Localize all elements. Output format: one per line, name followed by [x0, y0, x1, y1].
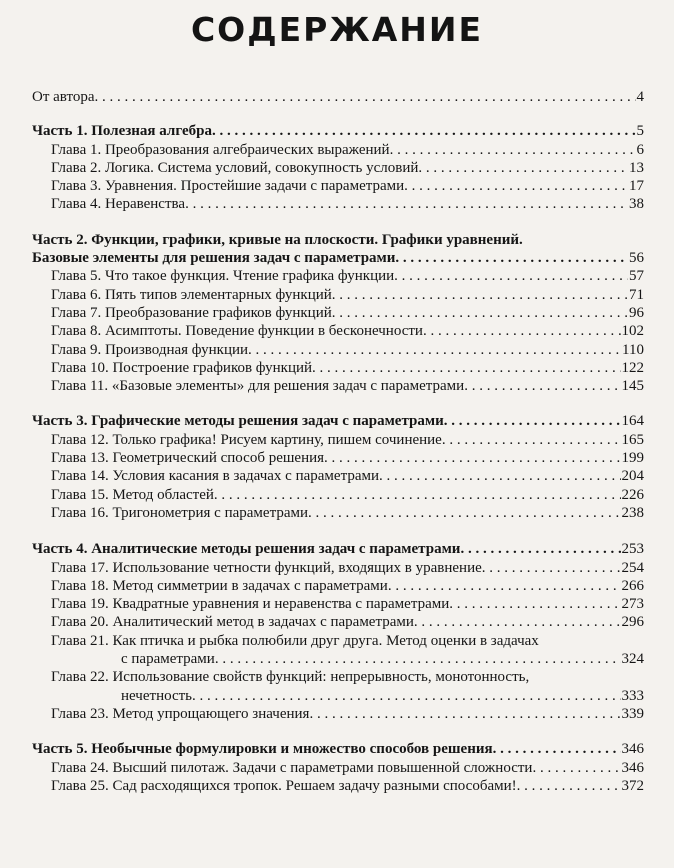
dot-leader — [449, 595, 620, 613]
toc-chapter[interactable] — [32, 504, 644, 522]
toc-chapter-page: 38 — [629, 196, 644, 213]
toc-chapter-page: 273 — [621, 596, 644, 613]
toc-chapter-page: 324 — [621, 651, 644, 668]
dot-leader — [493, 740, 621, 758]
toc-chapter-title: Глава 10. Построение графиков функций — [51, 359, 313, 376]
toc-part-2-title-line1[interactable]: Часть 2. Функции, графики, кривые на плоскости. Графики уравнений. — [32, 231, 523, 248]
dot-leader — [324, 449, 620, 467]
toc-chapter[interactable] — [32, 650, 644, 668]
toc-chapter-title: Глава 3. Уравнения. Простейшие задачи с параметрами — [51, 178, 405, 195]
dot-leader — [309, 705, 620, 723]
dot-leader — [394, 267, 628, 285]
page-title: СОДЕРЖАНИЕ — [190, 10, 484, 49]
toc-chapter[interactable] — [32, 267, 644, 285]
toc-part-title: Базовые элементы для решения задач с параметрами — [32, 250, 396, 267]
dot-leader — [332, 286, 628, 304]
dot-leader — [192, 687, 620, 705]
toc-chapter-title: Глава 8. Асимптоты. Поведение функции в бесконечности — [51, 323, 423, 340]
toc-chapter-title: Глава 19. Квадратные уравнения и неравенства с параметрами — [51, 596, 450, 613]
dot-leader — [248, 341, 621, 359]
toc-chapter-title: Глава 16. Тригонометрия с параметрами — [51, 504, 308, 521]
dot-leader — [312, 359, 620, 377]
toc-chapter-page: 238 — [621, 504, 644, 521]
toc-chapter[interactable] — [32, 431, 644, 449]
dot-leader — [517, 777, 621, 795]
toc-chapter[interactable] — [32, 286, 644, 304]
dot-leader — [185, 195, 628, 213]
dot-leader — [379, 467, 621, 485]
dot-leader — [442, 431, 621, 449]
toc-chapter[interactable] — [32, 486, 644, 504]
toc-part-title: Часть 1. Полезная алгебра — [32, 123, 212, 140]
toc-chapter-title: Глава 11. «Базовые элементы» для решения задач с параметрами — [51, 378, 465, 395]
toc-chapter-21-title-line1[interactable]: Глава 21. Как птичка и рыбка полюбили друг друга. Метод оценки в задачах — [51, 632, 539, 649]
toc-chapter-page: 122 — [621, 359, 644, 376]
toc-chapter-page: 333 — [621, 687, 644, 704]
toc-chapter[interactable] — [32, 777, 644, 795]
toc-chapter[interactable] — [32, 304, 644, 322]
toc-chapter[interactable] — [32, 177, 644, 195]
toc-part-title: Часть 5. Необычные формулировки и множество способов решения — [32, 741, 493, 758]
dot-leader — [418, 159, 628, 177]
toc-chapter-page: 57 — [629, 268, 644, 285]
toc-entry-preface[interactable] — [32, 88, 644, 106]
dot-leader — [214, 486, 621, 504]
toc-chapter-page: 372 — [621, 777, 644, 794]
dot-leader — [404, 177, 628, 195]
toc-part-page: 56 — [629, 250, 644, 267]
toc-chapter-title: Глава 6. Пять типов элементарных функций — [51, 286, 332, 303]
toc-chapter-page: 13 — [629, 159, 644, 176]
toc-chapter-page: 96 — [629, 304, 644, 321]
toc-chapter-title: Глава 15. Метод областей — [51, 486, 214, 503]
toc-chapter-page: 102 — [621, 323, 644, 340]
dot-leader — [482, 559, 621, 577]
dot-leader — [423, 322, 621, 340]
toc-chapter[interactable] — [32, 377, 644, 395]
toc-chapter-title: Глава 20. Аналитический метод в задачах с параметрами — [51, 614, 414, 631]
toc-chapter-title-cont: с параметрами — [121, 651, 215, 668]
toc-part-page: 253 — [621, 541, 644, 558]
toc-chapter-page: 266 — [621, 577, 644, 594]
toc-chapter-title: Глава 17. Использование четности функций, входящих в уравнение — [51, 559, 482, 576]
toc-chapter[interactable] — [32, 687, 644, 705]
dot-leader — [395, 249, 628, 267]
toc-chapter-title: Глава 24. Высший пилотаж. Задачи с параметрами повышенной сложности — [51, 759, 533, 776]
dot-leader — [388, 577, 621, 595]
dot-leader — [95, 88, 636, 106]
toc-chapter-title: Глава 5. Что такое функция. Чтение графика функции — [51, 268, 395, 285]
toc-chapter-page: 296 — [621, 614, 644, 631]
toc-chapter-page: 204 — [621, 468, 644, 485]
toc-chapter-page: 110 — [622, 341, 644, 358]
toc-chapter-page: 346 — [621, 759, 644, 776]
toc-chapter-title: Глава 18. Метод симметрии в задачах с параметрами — [51, 577, 388, 594]
dot-leader — [414, 613, 621, 631]
toc-part-5[interactable] — [32, 740, 644, 758]
toc-chapter-title: Глава 4. Неравенства — [51, 196, 186, 213]
toc-chapter-title: Глава 23. Метод упрощающего значения — [51, 705, 310, 722]
dot-leader — [444, 412, 621, 430]
toc-chapter-page: 6 — [636, 141, 644, 158]
toc-part-1[interactable] — [32, 122, 644, 140]
toc-chapter[interactable] — [32, 577, 644, 595]
dot-leader — [212, 122, 636, 140]
toc-chapter[interactable] — [32, 195, 644, 213]
toc-chapter[interactable] — [32, 322, 644, 340]
toc-chapter-page: 199 — [621, 450, 644, 467]
toc-chapter-title: Глава 7. Преобразование графиков функций — [51, 304, 332, 321]
toc-chapter[interactable] — [32, 467, 644, 485]
toc-part-page: 164 — [621, 413, 644, 430]
toc-chapter[interactable] — [32, 359, 644, 377]
toc-chapter[interactable] — [32, 595, 644, 613]
dot-leader — [308, 504, 621, 522]
toc-chapter-title: Глава 12. Только графика! Рисуем картину, пишем сочинение — [51, 431, 442, 448]
toc-part-page: 5 — [636, 123, 644, 140]
toc-chapter-title: Глава 2. Логика. Система условий, совокупность условий — [51, 159, 419, 176]
toc-chapter-title: Глава 14. Условия касания в задачах с параметрами — [51, 468, 379, 485]
toc-part-title: Часть 4. Аналитические методы решения задач с параметрами — [32, 541, 461, 558]
toc-chapter-title: Глава 25. Сад расходящихся тропок. Решаем задачу разными способами! — [51, 777, 517, 794]
dot-leader — [464, 377, 620, 395]
toc-entry-title: От автора — [32, 89, 95, 105]
toc-chapter[interactable] — [32, 559, 644, 577]
toc-entry-page: 4 — [636, 89, 644, 105]
toc-chapter-page: 226 — [621, 486, 644, 503]
toc-chapter-title: Глава 9. Производная функции — [51, 341, 249, 358]
toc-chapter-page: 165 — [621, 431, 644, 448]
dot-leader — [390, 141, 636, 159]
dot-leader — [460, 540, 620, 558]
toc-chapter[interactable] — [32, 759, 644, 777]
toc-chapter[interactable] — [32, 141, 644, 159]
toc-chapter[interactable] — [32, 159, 644, 177]
toc-chapter[interactable] — [32, 705, 644, 723]
toc-chapter-page: 339 — [621, 705, 644, 722]
toc-chapter-title: Глава 1. Преобразования алгебраических выражений — [51, 141, 390, 158]
toc-part-page: 346 — [621, 741, 644, 758]
dot-leader — [215, 650, 621, 668]
dot-leader — [532, 759, 620, 777]
toc-chapter-title-cont: нечетность — [121, 687, 193, 704]
table-of-contents — [32, 88, 644, 795]
toc-part-title: Часть 3. Графические методы решения задач с параметрами — [32, 413, 444, 430]
toc-chapter-page: 17 — [629, 178, 644, 195]
toc-part-4[interactable] — [32, 540, 644, 558]
toc-chapter-page: 71 — [629, 286, 644, 303]
toc-chapter-page: 254 — [621, 559, 644, 576]
toc-chapter[interactable] — [32, 449, 644, 467]
toc-part-2[interactable] — [32, 249, 644, 267]
toc-chapter-page: 145 — [621, 378, 644, 395]
toc-chapter-title: Глава 13. Геометрический способ решения — [51, 450, 325, 467]
toc-chapter[interactable] — [32, 341, 644, 359]
toc-part-3[interactable] — [32, 412, 644, 430]
toc-chapter-22-title-line1[interactable]: Глава 22. Использование свойств функций: непрерывность, монотонность, — [51, 669, 530, 686]
toc-chapter[interactable] — [32, 613, 644, 631]
dot-leader — [332, 304, 628, 322]
